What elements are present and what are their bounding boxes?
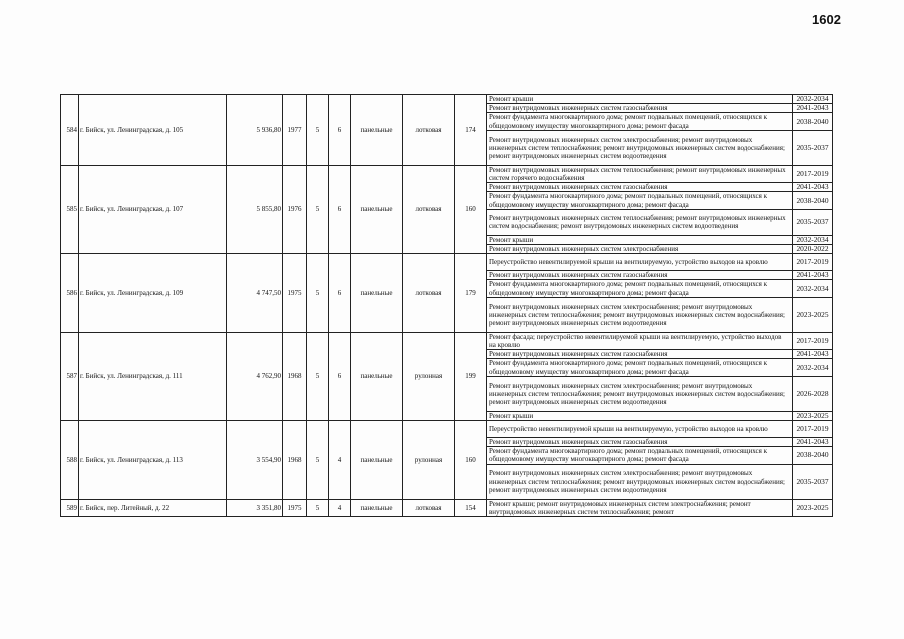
table-cell-roof-type: лотковая: [403, 254, 455, 333]
table-cell-work-description: Ремонт фундамента многоквартирного дома; ремонт подвальных помещений, относящихся к общедомовому имуществу многоквартирного дома; ремонт фасада: [487, 359, 793, 376]
table-cell-work-description: Ремонт внутридомовых инженерных систем газоснабжения: [487, 104, 793, 113]
table-cell-work-period: 2023-2025: [793, 297, 833, 332]
table-cell-area: 4 747,50: [227, 254, 283, 333]
table-cell-row-number: 589: [61, 499, 79, 516]
table-cell-floors: 5: [307, 254, 329, 333]
table-cell-year: 1977: [283, 95, 307, 166]
table-cell-apartments: 160: [455, 165, 487, 253]
table-cell-entrances: 4: [329, 499, 351, 516]
table-cell-work-description: Ремонт фундамента многоквартирного дома; ремонт подвальных помещений, относящихся к общедомовому имуществу многоквартирного дома; ремонт фасада: [487, 113, 793, 130]
table-row: [61, 499, 833, 516]
table-cell-work-period: 2020-2022: [793, 245, 833, 254]
table-cell-work-description: Ремонт крыши: [487, 95, 793, 104]
table-cell-year: 1976: [283, 165, 307, 253]
table-cell-row-number: 587: [61, 332, 79, 420]
table-cell-work-period: 2017-2019: [793, 421, 833, 438]
table-cell-wall-material: панельные: [351, 254, 403, 333]
table-cell-address: г. Бийск, ул. Ленинградская, д. 105: [79, 95, 227, 166]
table-cell-year: 1968: [283, 421, 307, 500]
table-cell-work-period: 2032-2034: [793, 359, 833, 376]
table-cell-work-period: 2035-2037: [793, 209, 833, 235]
table-cell-work-description: Ремонт внутридомовых инженерных систем электроснабжения; ремонт внутридомовых инженерных систем теплоснабжения; ремонт внутридомовых инженерных систем водоснабжения; ремонт внутридомовых инженерных систем водоотведения: [487, 376, 793, 411]
table-cell-work-period: 2038-2040: [793, 447, 833, 464]
table-row: [61, 421, 833, 438]
table-row: [61, 95, 833, 104]
table-cell-wall-material: панельные: [351, 95, 403, 166]
table-cell-area: 5 855,80: [227, 165, 283, 253]
table-cell-work-period: 2023-2025: [793, 499, 833, 516]
table-cell-work-period: 2035-2037: [793, 464, 833, 499]
table-cell-row-number: 585: [61, 165, 79, 253]
table-cell-floors: 5: [307, 165, 329, 253]
table-cell-wall-material: панельные: [351, 499, 403, 516]
table-cell-work-description: Ремонт внутридомовых инженерных систем теплоснабжения; ремонт внутридомовых инженерных систем горячего водоснабжения: [487, 165, 793, 182]
table-cell-work-period: 2017-2019: [793, 332, 833, 349]
table-cell-work-description: Ремонт фундамента многоквартирного дома; ремонт подвальных помещений, относящихся к общедомовому имуществу многоквартирного дома; ремонт фасада: [487, 280, 793, 297]
table-cell-row-number: 588: [61, 421, 79, 500]
table-cell-work-period: 2032-2034: [793, 235, 833, 244]
table-cell-address: г. Бийск, ул. Ленинградская, д. 109: [79, 254, 227, 333]
table-cell-work-period: 2041-2043: [793, 104, 833, 113]
table-cell-work-description: Ремонт внутридомовых инженерных систем газоснабжения: [487, 183, 793, 192]
table-row: [61, 332, 833, 349]
table-cell-apartments: 174: [455, 95, 487, 166]
table-cell-floors: 5: [307, 421, 329, 500]
table-cell-work-period: 2041-2043: [793, 350, 833, 359]
table-cell-work-description: Ремонт фасада; переустройство невентилируемой крыши на вентилируемую, устройство выходов на кровлю: [487, 332, 793, 349]
table-cell-apartments: 154: [455, 499, 487, 516]
table-cell-wall-material: панельные: [351, 421, 403, 500]
table-cell-work-description: Ремонт крыши: [487, 411, 793, 420]
table-cell-entrances: 6: [329, 254, 351, 333]
table-cell-work-period: 2017-2019: [793, 165, 833, 182]
page-number: 1602: [812, 12, 841, 27]
table-cell-roof-type: рулонная: [403, 332, 455, 420]
table-cell-roof-type: лотковая: [403, 165, 455, 253]
table-cell-work-description: Ремонт внутридомовых инженерных систем газоснабжения: [487, 350, 793, 359]
table-cell-address: г. Бийск, ул. Ленинградская, д. 107: [79, 165, 227, 253]
table-cell-work-period: 2032-2034: [793, 95, 833, 104]
table-cell-entrances: 6: [329, 165, 351, 253]
table-cell-floors: 5: [307, 499, 329, 516]
table-cell-work-description: Ремонт внутридомовых инженерных систем электроснабжения: [487, 245, 793, 254]
table-cell-work-period: 2041-2043: [793, 183, 833, 192]
table-cell-work-period: 2023-2025: [793, 411, 833, 420]
table-cell-floors: 5: [307, 332, 329, 420]
table-cell-work-description: Ремонт фундамента многоквартирного дома; ремонт подвальных помещений, относящихся к общедомовому имуществу многоквартирного дома; ремонт фасада: [487, 192, 793, 209]
table-cell-work-description: Ремонт внутридомовых инженерных систем теплоснабжения; ремонт внутридомовых инженерных систем водоснабжения; ремонт внутридомовых инженерных систем водоотведения: [487, 209, 793, 235]
table-cell-roof-type: рулонная: [403, 421, 455, 500]
table-cell-wall-material: панельные: [351, 165, 403, 253]
table-cell-apartments: 160: [455, 421, 487, 500]
table-cell-area: 3 351,80: [227, 499, 283, 516]
table-cell-floors: 5: [307, 95, 329, 166]
table-cell-wall-material: панельные: [351, 332, 403, 420]
table-cell-work-period: 2038-2040: [793, 113, 833, 130]
table-cell-year: 1975: [283, 254, 307, 333]
table-cell-entrances: 6: [329, 95, 351, 166]
table-cell-entrances: 4: [329, 421, 351, 500]
table-cell-row-number: 584: [61, 95, 79, 166]
table-cell-roof-type: лотковая: [403, 499, 455, 516]
table-cell-work-description: Ремонт крыши; ремонт внутридомовых инженерных систем электроснабжения; ремонт внутридомовых инженерных систем теплоснабжения; ремонт: [487, 499, 793, 516]
table-row: [61, 254, 833, 271]
table-cell-work-period: 2026-2028: [793, 376, 833, 411]
table-cell-year: 1968: [283, 332, 307, 420]
table-cell-entrances: 6: [329, 332, 351, 420]
table-cell-work-description: Ремонт внутридомовых инженерных систем электроснабжения; ремонт внутридомовых инженерных систем теплоснабжения; ремонт внутридомовых инженерных систем водоснабжения; ремонт внутридомовых инженерных систем водоотведения: [487, 130, 793, 165]
table-cell-work-description: Ремонт фундамента многоквартирного дома; ремонт подвальных помещений, относящихся к общедомовому имуществу многоквартирного дома; ремонт фасада: [487, 447, 793, 464]
table-cell-work-description: Переустройство невентилируемой крыши на вентилируемую, устройство выходов на кровлю: [487, 254, 793, 271]
table-cell-row-number: 586: [61, 254, 79, 333]
table-cell-work-period: 2038-2040: [793, 192, 833, 209]
table-cell-apartments: 199: [455, 332, 487, 420]
table-cell-work-period: 2041-2043: [793, 271, 833, 280]
table-cell-year: 1975: [283, 499, 307, 516]
table-cell-work-description: Ремонт внутридомовых инженерных систем электроснабжения; ремонт внутридомовых инженерных систем теплоснабжения; ремонт внутридомовых инженерных систем водоснабжения; ремонт внутридомовых инженерных систем водоотведения: [487, 464, 793, 499]
table-cell-address: г. Бийск, ул. Ленинградская, д. 111: [79, 332, 227, 420]
table-cell-work-description: Переустройство невентилируемой крыши на вентилируемую, устройство выходов на кровлю: [487, 421, 793, 438]
table-cell-roof-type: лотковая: [403, 95, 455, 166]
capital-repair-table: [60, 94, 833, 517]
table-cell-work-period: 2035-2037: [793, 130, 833, 165]
table-cell-area: 4 762,90: [227, 332, 283, 420]
table-cell-area: 5 936,80: [227, 95, 283, 166]
table-cell-apartments: 179: [455, 254, 487, 333]
table-cell-work-description: Ремонт крыши: [487, 235, 793, 244]
table-cell-area: 3 554,90: [227, 421, 283, 500]
table-cell-work-period: 2032-2034: [793, 280, 833, 297]
table-cell-work-description: Ремонт внутридомовых инженерных систем газоснабжения: [487, 438, 793, 447]
table-cell-address: г. Бийск, ул. Ленинградская, д. 113: [79, 421, 227, 500]
table-cell-work-period: 2041-2043: [793, 438, 833, 447]
table-cell-work-period: 2017-2019: [793, 254, 833, 271]
table-cell-work-description: Ремонт внутридомовых инженерных систем газоснабжения: [487, 271, 793, 280]
table-row: [61, 165, 833, 182]
table-cell-address: г. Бийск, пер. Литейный, д. 22: [79, 499, 227, 516]
table-cell-work-description: Ремонт внутридомовых инженерных систем электроснабжения; ремонт внутридомовых инженерных систем теплоснабжения; ремонт внутридомовых инженерных систем водоснабжения; ремонт внутридомовых инженерных систем водоотведения: [487, 297, 793, 332]
